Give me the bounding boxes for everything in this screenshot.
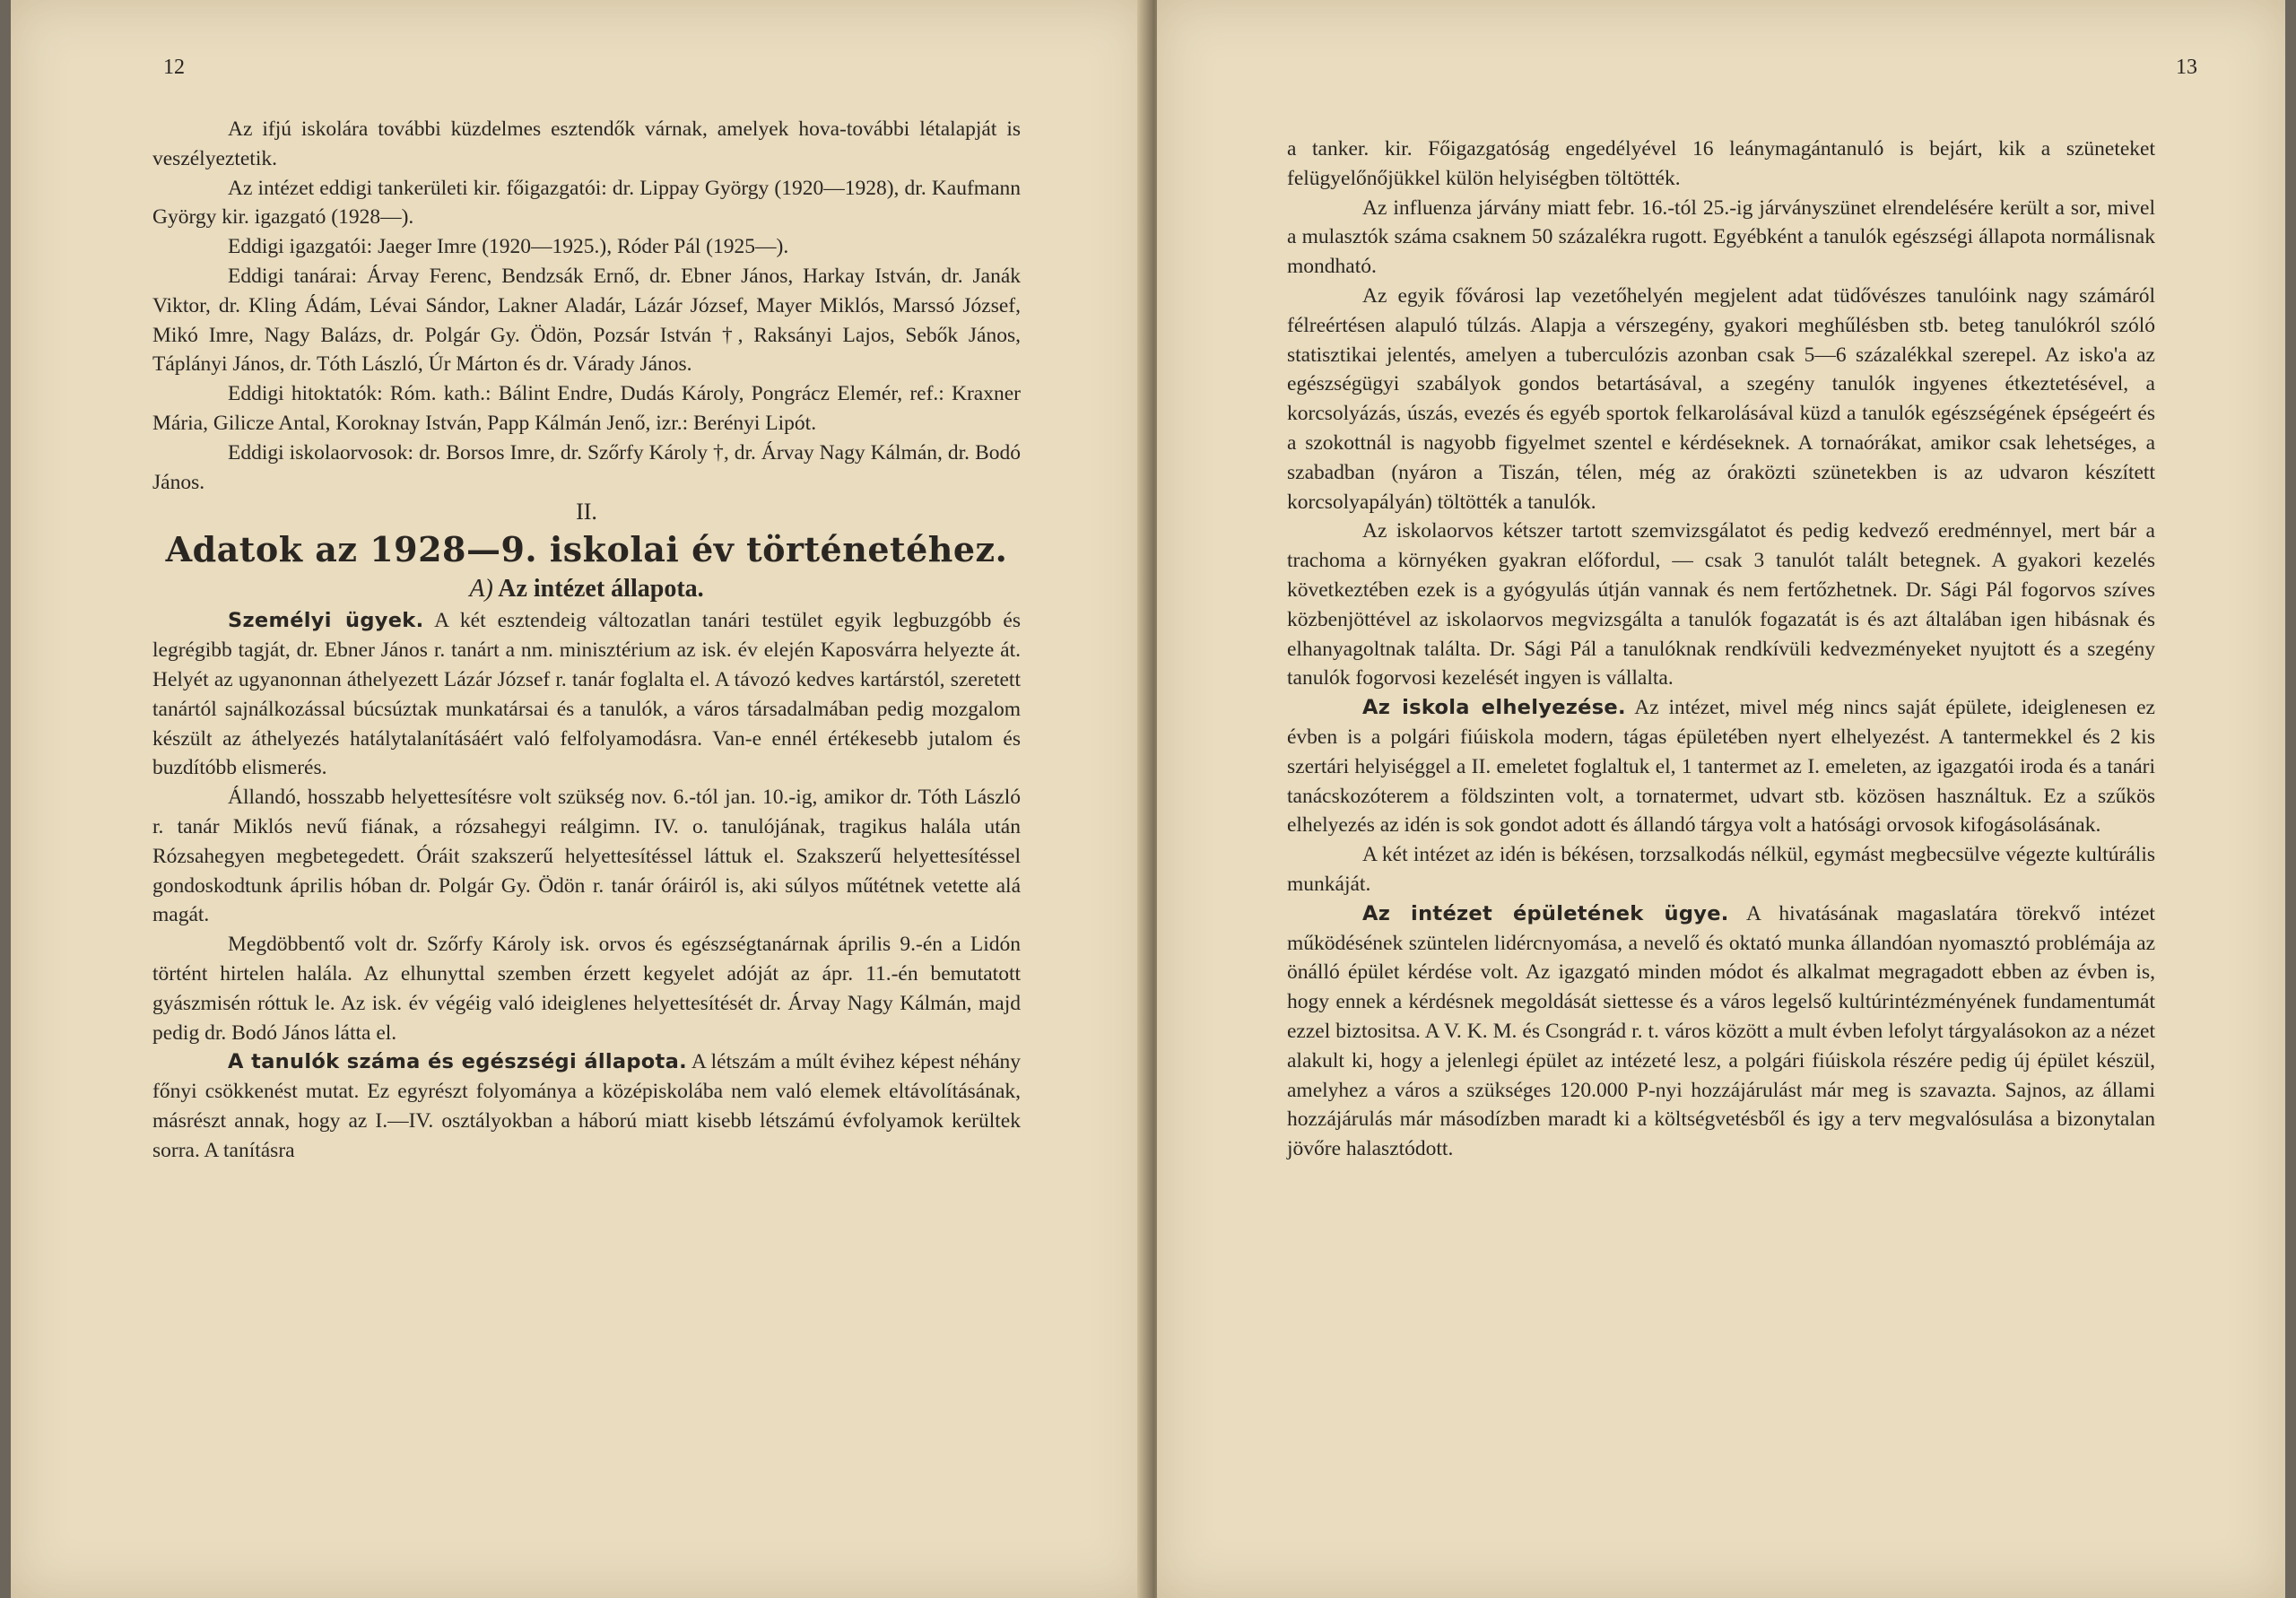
section-title: Adatok az 1928—9. iskolai év történetéhez. bbox=[165, 529, 1008, 570]
left-page-text bbox=[152, 115, 1021, 1166]
heading-personal: Személyi ügyek. bbox=[228, 609, 424, 633]
paragraph-text: A hivatásának magaslatára törekvő intézet működésének szüntelen lidércnyomása, a nevelő és oktató munka állandóan nyomasztó problémája az önálló épület kérdése volt. Az igazgató minden módot és alkalmat megragadott ebben az évben is, hogy ennek a kérdésnek megoldását siettesse és a város legelső kultúrintézményének fundamentumát ezzel biztositsa. A V. K. M. és Csongrád r. t. város között a mult évben lefolyt tárgyalásokon az a nézet alakult ki, hogy a jelenlegi épület az intézeté lesz, a polgári fiúiskola részére pedig új épület készül, amelyhez a város a szükséges 120.000 P-nyi hozzájárulást már meg is szavazta. Sajnos, az állami hozzájárulás már másodízben maradt ki a költségvetésből és igy a terv megvalósulása a bizonytalan jövőre halasztódott. bbox=[1287, 901, 2155, 1161]
paragraph: Az intézet eddigi tankerületi kir. főigazgatói: dr. Lippay György (1920—1928), dr. Kaufmann György kir. igazgató (1928—). bbox=[152, 176, 1021, 230]
heading-building: Az iskola elhelyezése. bbox=[1362, 696, 1626, 720]
paragraph: Az iskolaorvos kétszer tartott szemvizsgálatot és pedig kedvező eredménnyel, mert bár a trachoma a környéken gyakran előfordul, — csak 3 tanulót talált betegnek. A gyakori kezelés következtében ezek is a gyógyulás útján vannak és nem fertőzhetnek. Dr. Sági Pál fogorvos szíves közbenjöttével az iskolaorvos megvizsgálta a tanulók fogazatát is és azt általában igen hibásnak és elhanyagoltnak találta. Dr. Sági Pál a tanulóknak rendkívüli kedvezményeket nyujtott és a szegény tanulók fogorvosi kezelését ingyen is vállalta. bbox=[1287, 519, 2155, 690]
heading-construction: Az intézet épületének ügye. bbox=[1362, 901, 1729, 925]
paragraph: Eddigi hitoktatók: Róm. kath.: Bálint Endre, Dudás Károly, Pongrácz Elemér, ref.: Kraxner Mária, Gilicze Antal, Koroknay István, Papp Kálmán Jenő, izr.: Berényi Lipót. bbox=[152, 382, 1021, 435]
subsection-title-text: Az intézet állapota. bbox=[498, 575, 704, 604]
paragraph: A két intézet az idén is békésen, torzsalkodás nélkül, egymást megbecsülve végezte kultúrális munkáját. bbox=[1287, 843, 2155, 896]
paragraph: Eddigi iskolaorvosok: dr. Borsos Imre, dr. Szőrfy Károly †, dr. Árvay Nagy Kálmán, dr. Bodó János. bbox=[152, 440, 1021, 494]
paragraph: Megdöbbentő volt dr. Szőrfy Károly isk. orvos és egészségtanárnak április 9.-én a Lidón történt hirtelen halála. Az elhunyttal szemben érzett kegyelet adóját az ápr. 11.-én bemutatott gyászmisén róttuk le. Az isk. év végéig való ideiglenes helyettesítését dr. Árvay Nagy Kálmán, majd pedig dr. Bodó János látta el. bbox=[152, 933, 1021, 1045]
paragraph: Az egyik fővárosi lap vezetőhelyén megjelent adat tüdővészes tanulóink nagy számáról félreértésen alapuló túlzás. Alapja a vérszegény, gyakori meghűlésben stb. beteg tanulókról szóló statisztikai jelentés, amelyen a tuberculózis azonban csak 5—6 százalékkal szerepel. Az isko'a az egészségügyi szabályok gondos betartásával, a szegény tanulók ingyenes étkeztetésével, a korcsolyázás, úszás, evezés és egyéb sportok felkarolásával küzd a tanulók egészségének épségeért és a szokottnál is nagyobb figyelmet szentel e kérdéseknek. A tornaórákat, amikor csak lehetséges, a szabadban (nyáron a Tiszán, télen, még az óraközti szünetekben is az udvaron készített korcsolyapályán) töltötték a tanulók. bbox=[1287, 283, 2155, 514]
paragraph-text: Az intézet, mivel még nincs saját épülete, ideiglenesen ez évben is a polgári fiúiskola modern, tágas épületében nyert elhelyezést. A tantermekkel és 2 kis szertári helyiséggel a II. emeletet foglaltuk el, 1 tantermet az I. emeleten, az igazgatói iroda és a tanári tanácskozóterem a földszinten volt, a tornatermet, udvart stb. közösen használtuk. Ez a szűkös elhelyezés az idén is sok gondot adott és állandó tárgya volt a hatósági orvosok kifogásolásának. bbox=[1287, 696, 2155, 838]
paragraph bbox=[1287, 693, 2155, 840]
section-number: II. bbox=[576, 499, 597, 525]
paragraph-text: A két esztendeig változatlan tanári testület egyik legbuzgóbb és legrégibb tagját, dr. Ebner János r. tanárt a nm. minisztérium az isk. év elején Kaposvárra helyezte át. Helyét az ugyanonnan áthelyezett Lázár József r. tanár foglalta el. A távozó kedves kartárstól, szeretett tanártól sajnálkozással búcsúztak munkatársai és a tanulók, a város társadalmában pedig mozgalom készült az áthelyezés hatálytalanításáért való felfolyamodásra. Van-e ennél értékesebb jutalom és buzdítóbb elismerés. bbox=[152, 609, 1021, 780]
left-page bbox=[11, 0, 1148, 1598]
paragraph bbox=[152, 1047, 1021, 1165]
paragraph-text: A létszám a múlt évihez képest néhány főnyi csökkenést mutat. Ez egyrészt folyománya a középiskolába nem való elemek eltávolításának, másrészt annak, hogy az I.—IV. osztályokban a háború miatt kisebb létszámú évfolyamok kerültek sorra. A tanításra bbox=[152, 1050, 1021, 1162]
right-page bbox=[1157, 0, 2285, 1598]
paragraph bbox=[152, 606, 1021, 783]
page-number-right: 13 bbox=[2176, 56, 2197, 79]
right-page-text bbox=[1287, 135, 2155, 1164]
paragraph: a tanker. kir. Főigazgatóság engedélyével 16 leánymagántanuló is bejárt, kik a szüneteket felügyelőnőjükkel külön helyiségben töltötték. bbox=[1287, 137, 2155, 190]
subsection-letter: A) bbox=[469, 575, 493, 604]
paragraph: Eddigi tanárai: Árvay Ferenc, Bendzsák Ernő, dr. Ebner János, Harkay István, dr. Janák Viktor, dr. Kling Ádám, Lévai Sándor, Lakner Aladár, Lázár József, Mayer Miklós, Marssó József, Mikó Imre, Nagy Balázs, dr. Polgár Gy. Ödön, Pozsár István †, Raksányi Lajos, Sebők János, Táplányi János, dr. Tóth László, Úr Márton és dr. Várady János. bbox=[152, 264, 1021, 377]
paragraph: Állandó, hosszabb helyettesítésre volt szükség nov. 6.-tól jan. 10.-ig, amikor dr. Tóth László r. tanár Miklós nevű fiának, a rózsahegyi reálgimn. IV. o. tanulójának, tragikus halála után Rózsahegyen megbetegedett. Óráit szakszerű helyettesítéssel láttuk el. Szakszerű helyettesítéssel gondoskodtunk április hóban dr. Polgár Gy. Ödön r. tanár óráiról is, aki súlyos műtétnek vetette alá magát. bbox=[152, 786, 1021, 927]
paragraph bbox=[1287, 899, 2155, 1164]
subsection-title bbox=[152, 572, 1021, 606]
heading-students: A tanulók száma és egészségi állapota. bbox=[228, 1050, 687, 1074]
paragraph: Az influenza járvány miatt febr. 16.-tól 25.-ig járványszünet elrendelésére került a sor, mivel a mulasztók száma csaknem 50 százalékra rugott. Egyébként a tanulók egészségi állapota normálisnak mondható. bbox=[1287, 195, 2155, 279]
page-number-left: 12 bbox=[163, 56, 185, 79]
paragraph: Az ifjú iskolára további küzdelmes esztendők várnak, amelyek hova-további létalapját is veszélyeztetik. bbox=[152, 117, 1021, 170]
paragraph: Eddigi igazgatói: Jaeger Imre (1920—1925.), Róder Pál (1925—). bbox=[228, 235, 789, 259]
